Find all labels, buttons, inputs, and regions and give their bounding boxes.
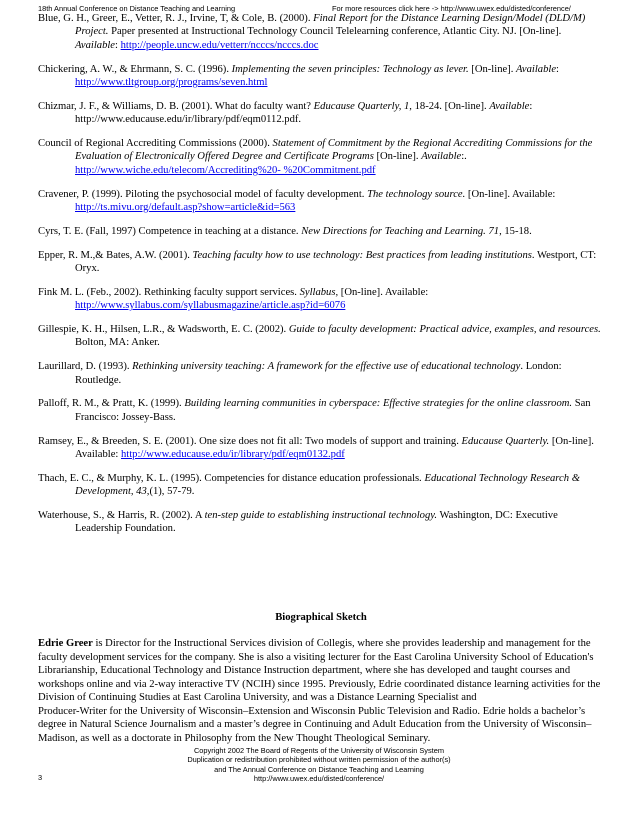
reference-authors: Fink M. L. (Feb., 2002). Rethinking faculty support services. — [38, 286, 300, 298]
reference-details: [On-line]. — [373, 151, 422, 163]
reference-title: New Directions for Teaching and Learning. 71, — [301, 225, 502, 237]
reference-title: Rethinking university teaching: A framework for the effective use of educational technology — [132, 361, 521, 373]
reference-url[interactable]: http://www.wiche.edu/telecom/Accrediting%20- %20Commitment.pdf — [75, 164, 376, 176]
reference-separator: : — [556, 63, 559, 75]
reference-authors: Cyrs, T. E. (Fall, 1997) Competence in teaching at a distance. — [38, 225, 302, 237]
reference-available: Available — [421, 151, 462, 163]
reference-details: Washington, DC: Executive Leadership Foundation. — [75, 510, 558, 535]
section-title: Biographical Sketch — [275, 612, 367, 623]
reference-authors: Chickering, A. W., & Ehrmann, S. C. (1996). — [38, 63, 232, 75]
reference-authors: Blue, G. H., Greer, E., Vetter, R. J., Irvine, T, & Cole, B. (2000). — [38, 13, 314, 24]
footer-copyright: Copyright 2002 The Board of Regents of the University of Wisconsin System — [193, 746, 445, 755]
reference-authors: Ramsey, E., & Breeden, S. E. (2001). One size does not fit all: Two models of support and training. — [38, 435, 462, 447]
reference-entry — [38, 100, 604, 127]
reference-title: . Educational Technology Research & Development, 43, — [75, 472, 580, 498]
bio-paragraph-2: Producer-Writer for the University of Wisconsin–Extension and Wisconsin Public Television and Radio. Edrie holds a bachelor’s degree in Natural Science Journalism and a master’s degree in Continuing and Adult Education from the University of Wisconsin–Madison, as well as a doctorate in Philosophy from the New Thought Theological Seminary. — [38, 705, 592, 744]
reference-entry — [38, 188, 604, 215]
reference-entry — [38, 225, 604, 238]
reference-separator: : http://www.educause.edu/ir/library/pdf/eqm0112.pdf. — [75, 100, 533, 126]
reference-separator: :. — [461, 151, 467, 163]
reference-authors: Thach, E. C., & Murphy, K. L. (1995). Competencies for distance education professionals — [38, 472, 420, 484]
header-resources-link[interactable]: For more resources click here -> http://www.uwex.edu/disted/conference/ — [332, 4, 571, 13]
reference-entry — [38, 397, 604, 424]
reference-title: Implementing the seven principles: Technology as lever. — [231, 63, 469, 75]
biographical-sketch — [38, 637, 604, 745]
reference-entry — [38, 509, 604, 536]
reference-title: Educause Quarterly, 1 — [313, 100, 410, 112]
bio-name: Edrie Greer — [38, 638, 93, 649]
reference-url[interactable]: http://www.syllabus.com/syllabusmagazine/article.asp?id=6076 — [75, 300, 346, 312]
reference-available: Available — [516, 63, 557, 75]
reference-details: [On-line]. — [468, 63, 517, 75]
reference-details: [On-line]. Available: — [75, 435, 594, 461]
reference-details: San Francisco: Jossey-Bass. — [75, 398, 591, 423]
page-number: 3 — [38, 773, 43, 782]
reference-details: , 18-24. [On-line]. — [409, 100, 490, 112]
reference-entry — [38, 360, 604, 387]
reference-title: Statement of Commitment by the Regional Accrediting Commissions for the Evaluation of Electronically Offered Degree and Certificate Programs — [75, 138, 593, 163]
reference-entry — [38, 286, 604, 313]
reference-title: ten-step guide to establishing instructional technology. — [204, 510, 438, 522]
reference-details: Bolton, MA: Anker. — [75, 337, 160, 349]
reference-url[interactable]: http://www.tltgroup.org/programs/seven.html — [75, 77, 268, 89]
header-conference-title: 18th Annual Conference on Distance Teaching and Learning — [38, 4, 236, 13]
reference-separator: : — [115, 39, 121, 51]
reference-url[interactable]: http://ts.mivu.org/default.asp?show=article&id=563 — [75, 202, 296, 214]
footer-url: http://www.uwex.edu/disted/conference/ — [253, 773, 385, 783]
reference-title: Syllabus, — [299, 286, 339, 298]
reference-details: [On-line]. Available: — [465, 188, 556, 200]
reference-authors: Chizmar, J. F., & Williams, D. B. (2001). What do faculty want? — [38, 100, 314, 112]
reference-details: . Westport, CT: Oryx. — [75, 249, 597, 275]
reference-available: Available — [75, 39, 116, 51]
reference-entry — [38, 137, 604, 177]
reference-authors: Palloff, R. M., & Pratt, K. (1999). — [38, 398, 185, 410]
footer-conference: and The Annual Conference on Distance Teaching and Learning — [214, 764, 424, 774]
reference-url[interactable]: http://people.uncw.edu/vetterr/ncccs/ncccs.doc — [120, 39, 319, 51]
copyright-footer — [0, 746, 638, 783]
reference-entry — [38, 249, 604, 276]
reference-title: Guide to faculty development: Practical advice, examples, and resources. — [288, 324, 601, 336]
reference-details: 15-18. — [501, 225, 532, 237]
reference-title: The technology source. — [367, 188, 466, 200]
reference-authors: Epper, R. M.,& Bates, A.W. (2001). — [38, 249, 193, 261]
reference-authors: Council of Regional Accrediting Commissions (2000). — [38, 138, 273, 150]
reference-details: [On-line]. Available: — [338, 286, 429, 298]
reference-authors: Gillespie, K. H., Hilsen, L.R., & Wadsworth, E. C. (2002). — [38, 324, 289, 336]
footer-duplication: Duplication or redistribution prohibited without written permission of the author(s) — [187, 755, 451, 765]
reference-title: Educause Quarterly. — [461, 435, 550, 447]
reference-available: Available — [489, 100, 530, 112]
bio-text-1: is Director for the Instructional Services division of Collegis, where she provides leadership and management for the faculty development services for the company. She is also a visiting lecturer for the East Carolina University School of Education's Librarianship, Educational Technology and Distance Instruction department, where she has developed and taught courses and workshops online and via 2-way interactive TV (NCIH) since 1995. Previously, Edrie coordinated distance learning activities for the Division of Continuing Studies at East Carolina University, and was a Distance Learning Specialist and — [38, 638, 601, 703]
reference-entry — [38, 12, 604, 52]
reference-entry — [38, 63, 604, 90]
reference-details: . London: Routledge. — [75, 361, 562, 386]
reference-authors: Waterhouse, S., & Harris, R. (2002). A — [38, 510, 205, 522]
reference-title: Teaching faculty how to use technology: Best practices from leading institutions — [192, 249, 532, 261]
reference-url[interactable]: http://www.educause.edu/ir/library/pdf/eqm0132.pdf — [121, 449, 345, 461]
reference-authors: Cravener, P. (1999). Piloting the psychosocial model of faculty development. — [38, 188, 368, 200]
reference-entry — [38, 472, 604, 499]
reference-details: (1), 57-79. — [149, 486, 195, 498]
reference-title: Final Report for the Distance Learning Design/Model (DLD/M) Project. — [75, 13, 586, 38]
reference-details: Paper presented at Instructional Technology Council Telelearning conference, Atlantic City. NJ. [On-line]. — [108, 26, 562, 38]
reference-authors: Laurillard, D. (1993). — [38, 361, 133, 373]
reference-list — [38, 12, 604, 546]
bio-paragraph-1 — [38, 637, 604, 705]
reference-title: Building learning communities in cyberspace: Effective strategies for the online classroom. — [184, 398, 573, 410]
reference-entry — [38, 323, 604, 350]
reference-entry — [38, 435, 604, 462]
